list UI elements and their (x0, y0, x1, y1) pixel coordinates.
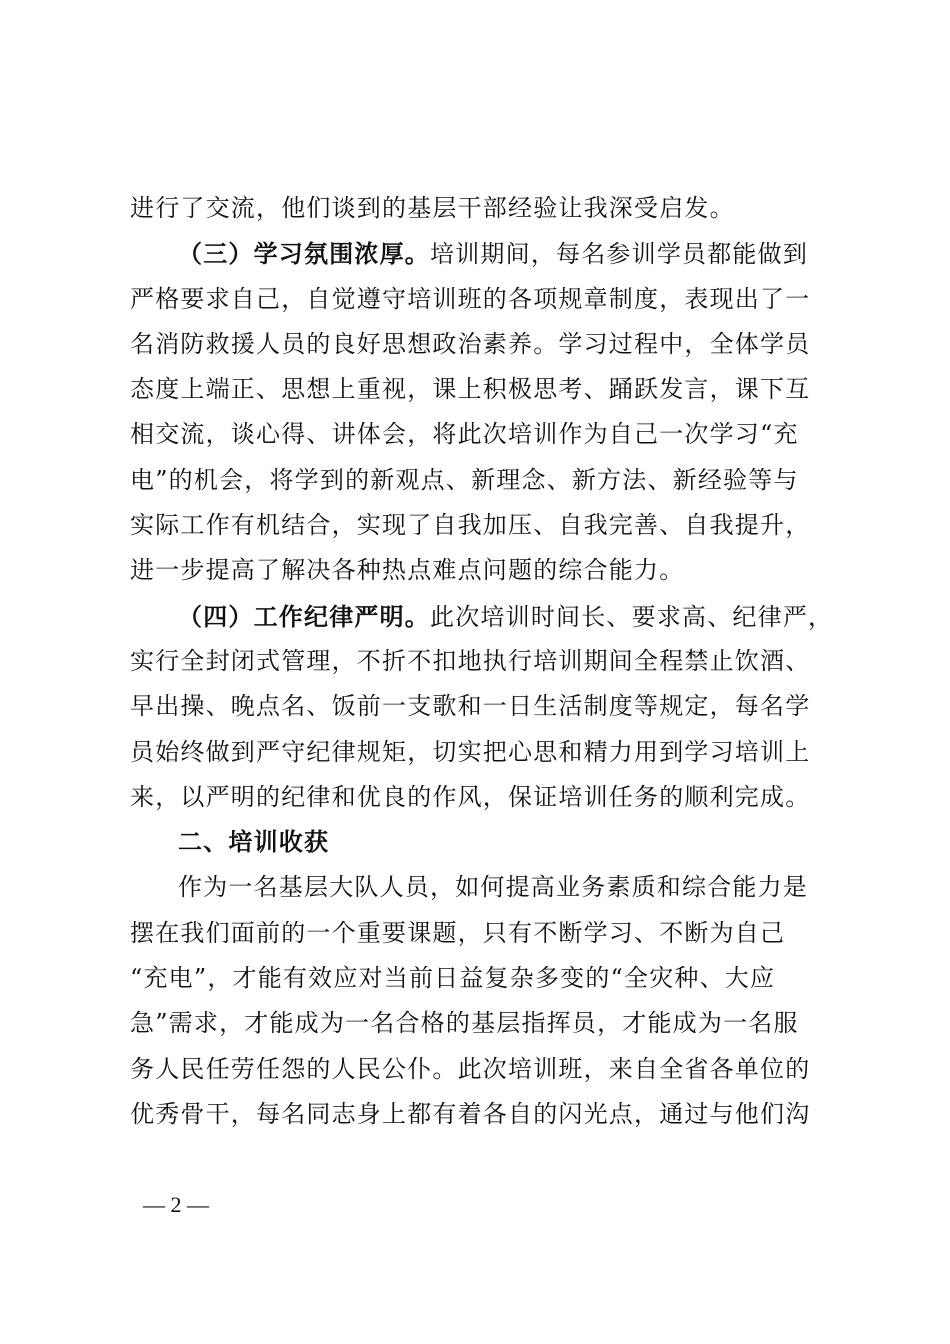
paragraph-line: 作为一名基层大队人员，如何提高业务素质和综合能力是 (178, 873, 808, 902)
paragraph-line: 进行了交流，他们谈到的基层干部经验让我深受启发。 (130, 194, 735, 222)
paragraph-line: 员始终做到严守纪律规矩，切实把心思和精力用到学习培训上 (130, 737, 811, 766)
paragraph-line: 实际工作有机结合，实现了自我加压、自我完善、自我提升， (130, 511, 811, 540)
paragraph-line: 早出操、晚点名、饭前一支歌和一日生活制度等规定，每名学 (130, 692, 811, 721)
section-four-title: 工作纪律严明。 (253, 601, 431, 631)
section-three-title: 学习氛围浓厚。 (253, 239, 431, 269)
paragraph-line: 严格要求自己，自觉遵守培训班的各项规章制度，表现出了一 (130, 284, 811, 313)
section-four-marker: （四） (178, 601, 254, 631)
section-heading-training-gains: 二、培训收获 (178, 828, 330, 857)
paragraph-line: 相交流，谈心得、讲体会，将此次培训作为自己一次学习“充 (130, 420, 799, 449)
paragraph-line: 电”的机会，将学到的新观点、新理念、新方法、新经验等与 (130, 465, 799, 494)
paragraph-line: 务人民任劳任怨的人民公仆。此次培训班，来自全省各单位的 (130, 1054, 811, 1083)
paragraph-line: 来，以严明的纪律和优良的作风，保证培训任务的顺利完成。 (130, 782, 811, 811)
section-four-first-line (130, 594, 834, 639)
page-number: — 2 — (143, 1192, 209, 1217)
section-three-marker: （三） (178, 239, 254, 269)
section-three-first-line (130, 231, 820, 276)
paragraph-line: 急”需求，才能成为一名合格的基层指挥员，才能成为一名服 (130, 1009, 799, 1038)
section-three-text: 培训期间，每名参训学员都能做到 (430, 240, 809, 269)
paragraph-line: 优秀骨干，每名同志身上都有着各自的闪光点，通过与他们沟 (130, 1099, 811, 1128)
paragraph-line: 进一步提高了解决各种热点难点问题的综合能力。 (130, 556, 685, 585)
paragraph-line: “充电”，才能有效应对当前日益复杂多变的“全灾种、大应 (130, 964, 776, 993)
paragraph-line: 摆在我们面前的一个重要课题，只有不断学习、不断为自己 (130, 918, 786, 947)
section-four-text: 此次培训时间长、要求高、纪律严， (430, 602, 834, 631)
paragraph-line: 实行全封闭式管理，不折不扣地执行培训期间全程禁止饮酒、 (130, 646, 811, 675)
document-body (130, 186, 834, 1137)
paragraph-line: 态度上端正、思想上重视，课上积极思考、踊跃发言，课下互 (130, 375, 811, 404)
paragraph-line: 名消防救援人员的良好思想政治素养。学习过程中，全体学员 (130, 329, 811, 358)
